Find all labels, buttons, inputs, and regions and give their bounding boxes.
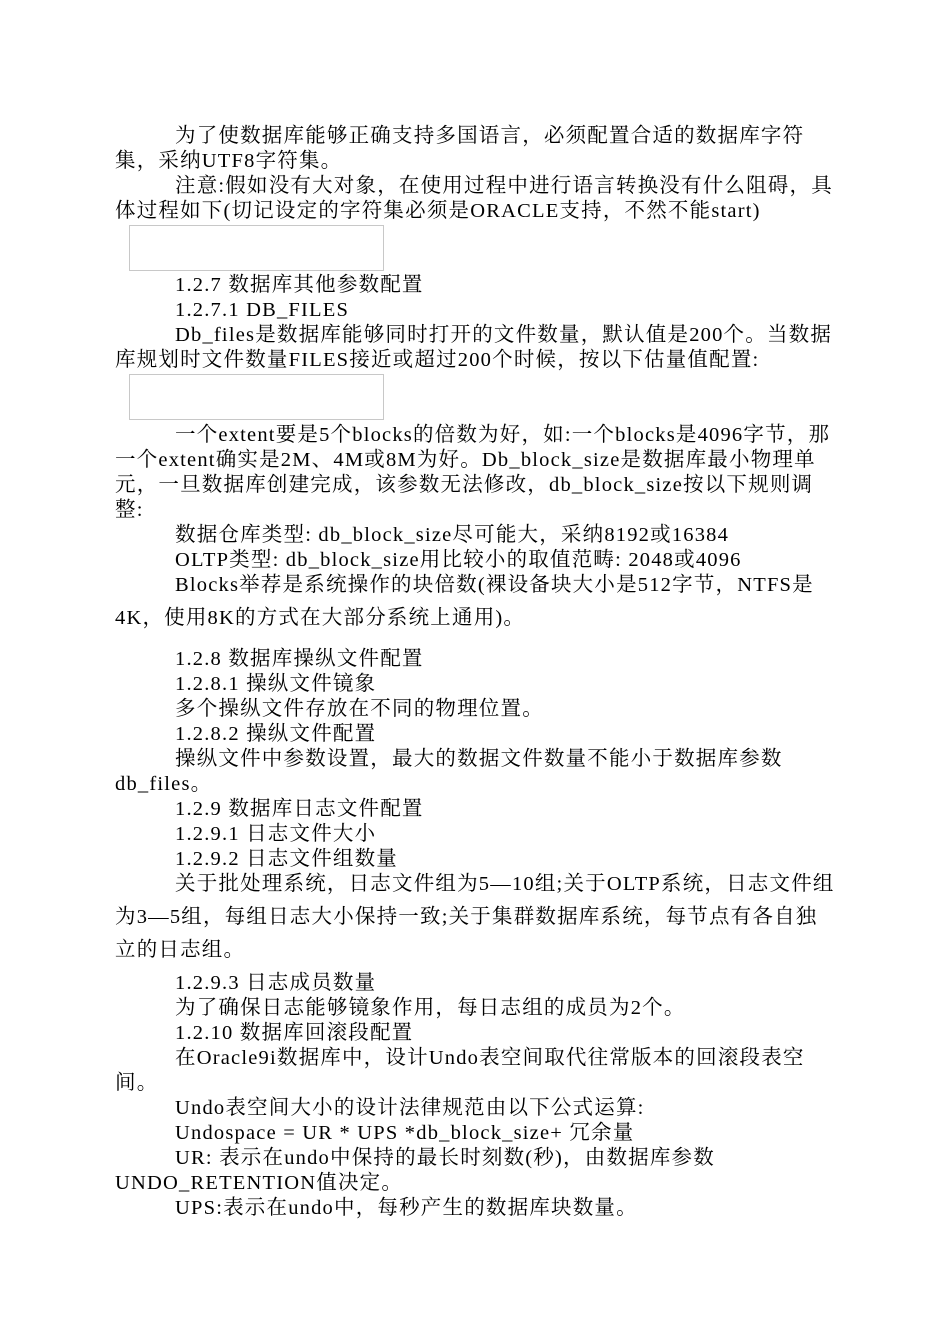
paragraph-note: 注意:假如没有大对象，在使用过程中进行语言转换没有什么阻碍，具体过程如下(切记设定的字符集必须是ORACLE支持，不然不能start) <box>115 175 833 222</box>
heading-1-2-9-3: 1.2.9.3 日志成员数量 <box>175 972 377 994</box>
paragraph-log-groups: 关于批处理系统，日志文件组为5—10组;关于OLTP系统，日志文件组为3—5组，每组日志大小保持一致;关于集群数据库系统，每节点有各自独立的日志组。 <box>115 873 835 961</box>
paragraph-db-files: Db_files是数据库能够同时打开的文件数量，默认值是200个。当数据库规划时文件数量FILES接近或超过200个时候，按以下估量值配置: <box>115 324 833 371</box>
heading-1-2-9-2: 1.2.9.2 日志文件组数量 <box>175 848 398 870</box>
paragraph-ups: UPS:表示在undo中，每秒产生的数据库块数量。 <box>175 1197 638 1219</box>
paragraph-control-config: 操纵文件中参数设置，最大的数据文件数量不能小于数据库参数db_files。 <box>115 748 783 795</box>
paragraph-blocks: Blocks举荐是系统操作的块倍数(裸设备块大小是512字节，NTFS是4K，使用8K的方式在大部分系统上通用)。 <box>115 574 814 629</box>
paragraph-control-mirror: 多个操纵文件存放在不同的物理位置。 <box>175 698 544 720</box>
heading-1-2-10: 1.2.10 数据库回滚段配置 <box>175 1022 414 1044</box>
image-placeholder-2 <box>129 374 384 420</box>
paragraph-log-members: 为了确保日志能够镜象作用，每日志组的成员为2个。 <box>175 997 686 1019</box>
heading-1-2-9: 1.2.9 数据库日志文件配置 <box>175 798 424 820</box>
paragraph-dw-type: 数据仓库类型: db_block_size尽可能大，采纳8192或16384 <box>175 524 730 546</box>
paragraph-ur: UR: 表示在undo中保持的最长时刻数(秒)，由数据库参数UNDO_RETENTION值决定。 <box>115 1147 715 1194</box>
heading-1-2-8-1: 1.2.8.1 操纵文件镜象 <box>175 673 377 695</box>
heading-1-2-8: 1.2.8 数据库操纵文件配置 <box>175 648 424 670</box>
heading-1-2-7: 1.2.7 数据库其他参数配置 <box>175 274 424 296</box>
paragraph-undo-intro: 在Oracle9i数据库中，设计Undo表空间取代往常版本的回滚段表空间。 <box>115 1047 805 1094</box>
image-placeholder-1 <box>129 225 384 271</box>
paragraph-undo-formula-intro: Undo表空间大小的设计法律规范由以下公式运算: <box>175 1097 645 1119</box>
heading-1-2-8-2: 1.2.8.2 操纵文件配置 <box>175 723 377 745</box>
paragraph-oltp-type: OLTP类型: db_block_size用比较小的取值范畴: 2048或4096 <box>175 549 742 571</box>
paragraph-undo-formula: Undospace = UR * UPS *db_block_size+ 冗余量 <box>175 1122 635 1144</box>
heading-1-2-9-1: 1.2.9.1 日志文件大小 <box>175 823 377 845</box>
heading-1-2-7-1: 1.2.7.1 DB_FILES <box>175 299 350 321</box>
paragraph-extent: 一个extent要是5个blocks的倍数为好，如:一个blocks是4096字节，那一个extent确实是2M、4M或8M为好。Db_block_size是数据库最小物理单元，一旦数据库创建完成，该参数无法修改，db_block_size按以下规则调整: <box>115 424 831 521</box>
paragraph-charset: 为了使数据库能够正确支持多国语言，必须配置合适的数据库字符集，采纳UTF8字符集。 <box>115 125 805 172</box>
